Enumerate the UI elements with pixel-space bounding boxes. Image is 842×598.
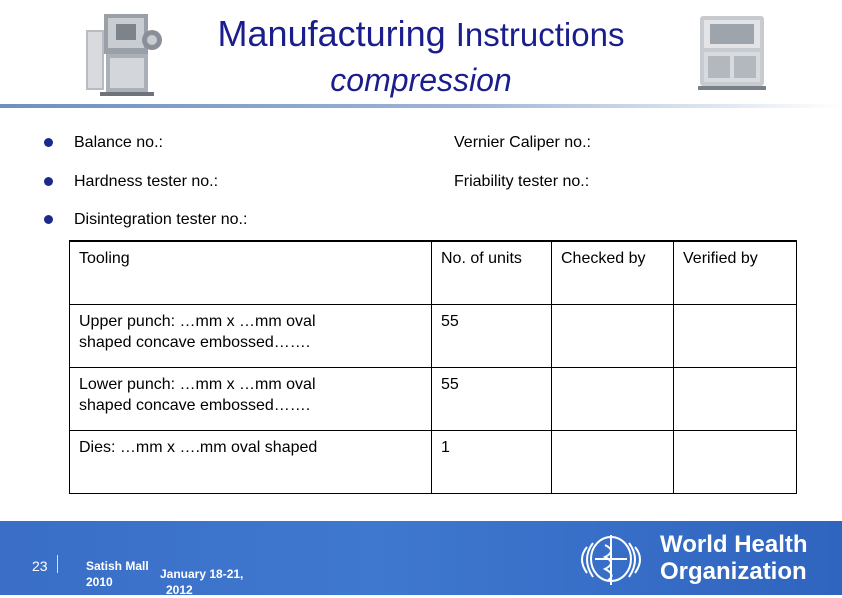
slide-subtitle: compression xyxy=(330,62,512,98)
disintegration-label: Disintegration tester no.: xyxy=(74,211,248,228)
who-wordmark-line: World Health xyxy=(660,531,808,558)
page-number-divider xyxy=(57,555,58,573)
tooling-cell xyxy=(70,368,432,431)
tooling-line: shaped concave embossed……. xyxy=(79,334,311,351)
bullet-dot-icon xyxy=(44,177,53,186)
checked-cell xyxy=(552,305,674,368)
table-row xyxy=(70,305,797,368)
header-units: No. of units xyxy=(432,241,552,305)
who-wordmark-line: Organization xyxy=(660,558,807,585)
tooling-cell xyxy=(70,431,432,494)
friability-label: Friability tester no.: xyxy=(454,173,590,190)
balance-label: Balance no.: xyxy=(74,134,163,151)
table-header-row xyxy=(70,241,797,305)
date-line: 2012 xyxy=(166,583,193,597)
footer-date xyxy=(160,566,243,598)
title-divider xyxy=(0,104,842,108)
slide-title-main: Manufacturing xyxy=(217,13,446,54)
vernier-label: Vernier Caliper no.: xyxy=(454,134,591,151)
slide-title-tail: Instructions xyxy=(455,16,625,53)
verified-cell xyxy=(674,305,797,368)
header-verified: Verified by xyxy=(674,241,797,305)
footer-author xyxy=(86,558,149,590)
tooling-table xyxy=(69,240,797,494)
header-tooling: Tooling xyxy=(70,241,432,305)
units-cell: 55 xyxy=(432,368,552,431)
verified-cell xyxy=(674,431,797,494)
hardness-label: Hardness tester no.: xyxy=(74,173,219,190)
author-line: Satish Mall xyxy=(86,559,149,573)
checked-cell xyxy=(552,368,674,431)
header-checked: Checked by xyxy=(552,241,674,305)
tooling-line: Lower punch: …mm x …mm oval xyxy=(79,376,316,393)
tooling-cell xyxy=(70,305,432,368)
bullet-dot-icon xyxy=(44,215,53,224)
verified-cell xyxy=(674,368,797,431)
footer-bar xyxy=(0,521,842,595)
checked-cell xyxy=(552,431,674,494)
tooling-line: Upper punch: …mm x …mm oval xyxy=(79,313,316,330)
units-cell: 1 xyxy=(432,431,552,494)
author-line: 2010 xyxy=(86,575,113,589)
who-emblem-icon xyxy=(571,529,651,589)
tablet-press-machine-image xyxy=(78,10,176,98)
who-wordmark xyxy=(660,531,808,585)
page-number: 23 xyxy=(32,558,48,574)
tooling-line: shaped concave embossed……. xyxy=(79,397,311,414)
date-line: January 18-21, xyxy=(160,567,244,581)
rotary-tablet-press-image xyxy=(692,12,772,92)
tooling-line: Dies: …mm x ….mm oval shaped xyxy=(79,439,318,456)
table-row xyxy=(70,431,797,494)
bullet-dot-icon xyxy=(44,138,53,147)
table-row xyxy=(70,368,797,431)
units-cell: 55 xyxy=(432,305,552,368)
